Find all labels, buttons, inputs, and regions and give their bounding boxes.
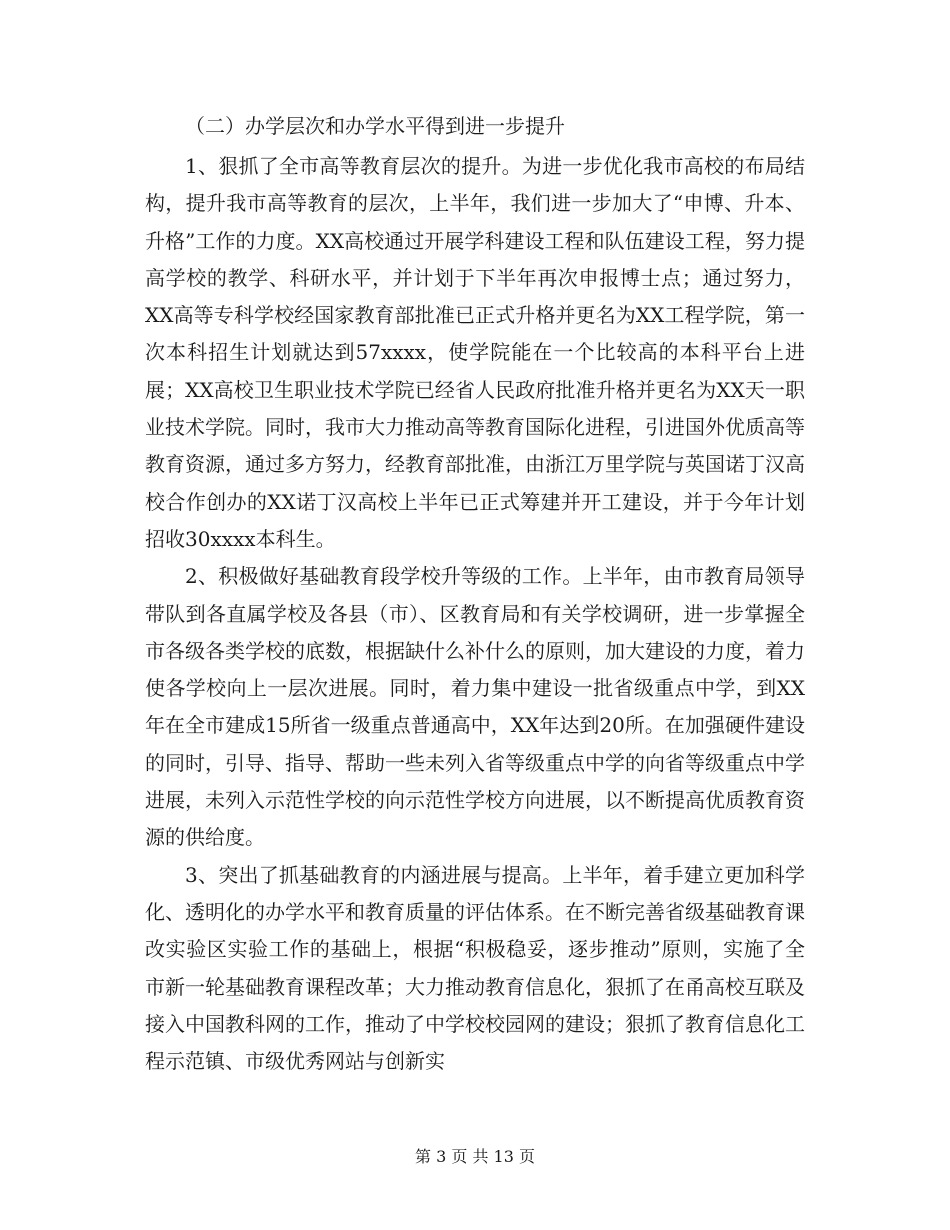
section-heading: （二）办学层次和办学水平得到进一步提升 [185,114,565,138]
paragraph-basic-education-quality: 3、突出了抓基础教育的内涵进展与提高。上半年，着手建立更加科学化、透明化的办学水平和教育质量的评估体系。在不断完善省级基础教育课改实验区实验工作的基础上，根据“积极稳妥，逐步推动”原则，实施了全市新一轮基础教育课程改革；大力推动教育信息化，狠抓了在甬高校互联及接入中国教科网的工作，推动了中学校校园网的建设；狠抓了教育信息化工程示范镇、市级优秀网站与创新实 [145,862,805,1074]
document-body [145,104,805,1080]
paragraph-basic-education-levels: 2、积极做好基础教育段学校升等级的工作。上半年，由市教育局领导带队到各直属学校及各县（市）、区教育局和有关学校调研，进一步掌握全市各级各类学校的底数，根据缺什么补什么的原则，加大建设的力度，着力使各学校向上一层次进展。同时，着力集中建设一批省级重点中学，到XX年在全市建成15所省一级重点普通高中，XX年达到20所。在加强硬件建设的同时，引导、指导、帮助一些未列入省等级重点中学的向省等级重点中学进展，未列入示范性学校的向示范性学校方向进展，以不断提高优质教育资源的供给度。 [145,564,805,850]
page-footer: 第 3 页 共 13 页 [415,1147,535,1166]
paragraph-higher-education: 1、狠抓了全市高等教育层次的提升。为进一步优化我市高校的布局结构，提升我市高等教育的层次，上半年，我们进一步加大了“申博、升本、升格”工作的力度。XX高校通过开展学科建设工程和队伍建设工程，努力提高学校的教学、科研水平，并计划于下半年再次申报博士点；通过努力，XX高等专科学校经国家教育部批准已正式升格并更名为XX工程学院，第一次本科招生计划就达到57xxxx，使学院能在一个比较高的本科平台上进展；XX高校卫生职业技术学院已经省人民政府批准升格并更名为XX天一职业技术学院。同时，我市大力推动高等教育国际化进程，引进国外优质高等教育资源，通过多方努力，经教育部批准，由浙江万里学院与英国诺丁汉高校合作创办的XX诺丁汉高校上半年已正式筹建并开工建设，并于今年计划招收30xxxx本科生。 [145,154,805,551]
